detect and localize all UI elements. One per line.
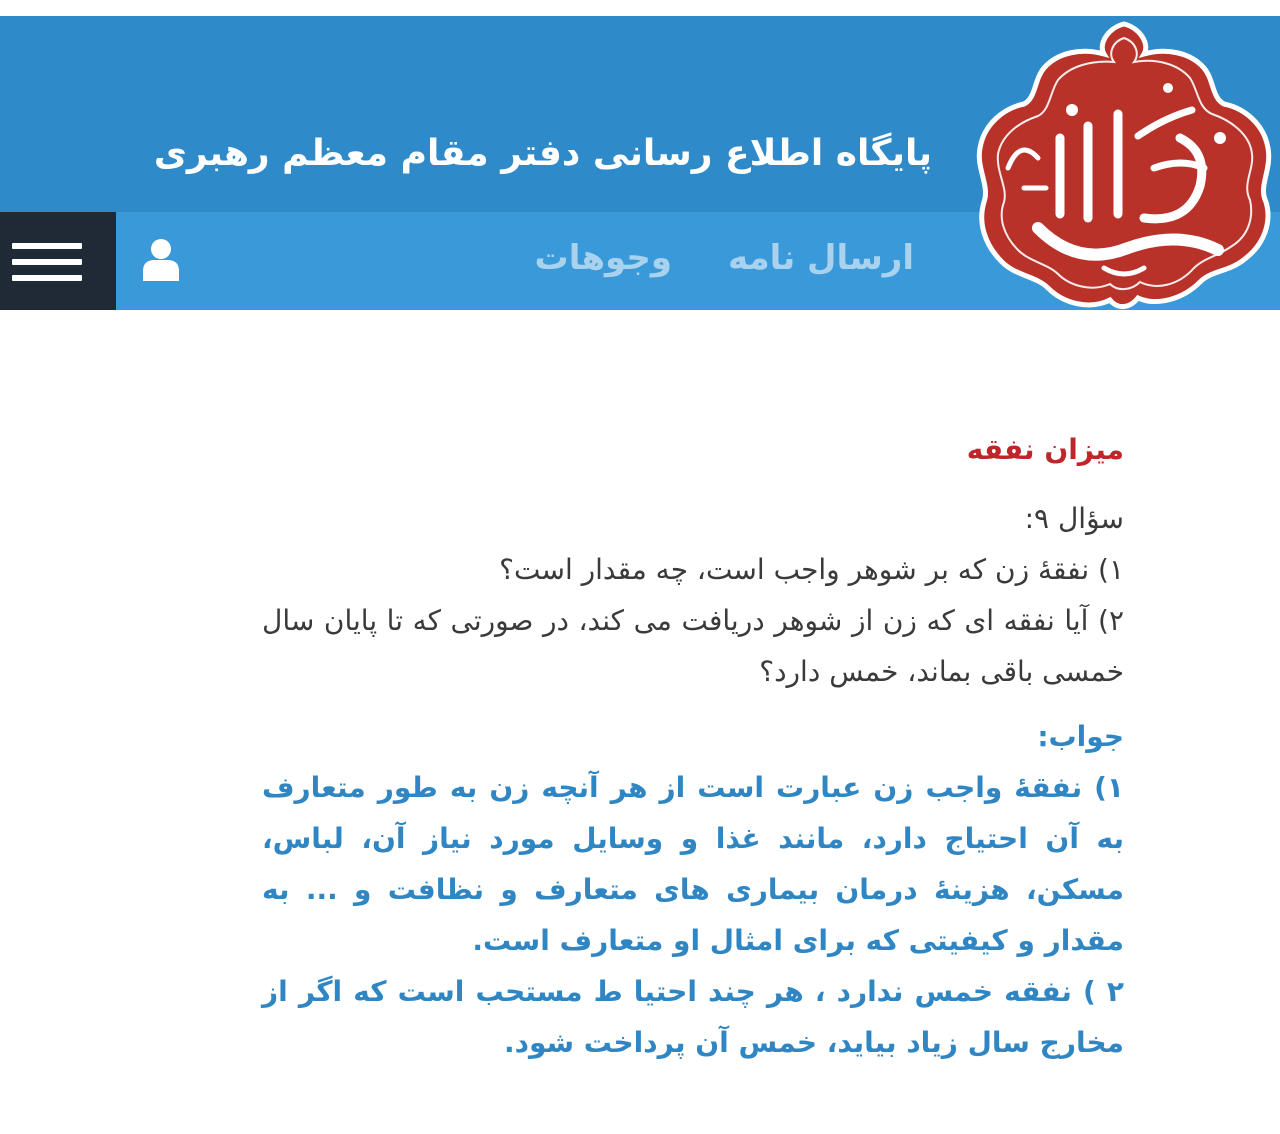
user-icon[interactable] — [141, 237, 181, 281]
answer-1: ۱) نفقۀ واجب زن عبارت است از هر آنچه زن به طور متعارف به آن احتیاج دارد، مانند غذا و وسایل مورد نیاز آن، لباس، مسکن، هزینۀ درمان بیماری های متعارف و نظافت و ... به مقدار و کیفیتی که برای امثال او متعارف است. — [262, 771, 1124, 957]
hamburger-icon-bar — [12, 243, 82, 249]
answer-block — [262, 711, 1124, 1068]
nav-send-letter[interactable]: ارسال نامه — [728, 238, 914, 278]
article-title: میزان نفقه — [966, 433, 1124, 466]
hamburger-icon-bar — [12, 275, 82, 281]
site-title[interactable]: پایگاه اطلاع رسانی دفتر مقام معظم رهبری — [153, 133, 932, 174]
question-1: ۱) نفقۀ زن که بر شوهر واجب است، چه مقدار است؟ — [499, 553, 1124, 586]
user-icon-glyph — [141, 237, 181, 281]
calligraphy-seal-icon — [968, 18, 1280, 314]
leader-seal-logo[interactable] — [968, 18, 1280, 314]
question-2: ۲) آیا نفقه ای که زن از شوهر دریافت می کند، در صورتی که تا پایان سال خمسی باقی بماند، خمس دارد؟ — [262, 604, 1124, 688]
answer-label: جواب: — [1037, 720, 1124, 753]
question-block — [262, 493, 1124, 697]
nav-religious-funds[interactable]: وجوهات — [534, 238, 672, 278]
question-label: سؤال ۹: — [1024, 502, 1124, 535]
hamburger-menu-button[interactable] — [0, 212, 116, 310]
answer-2: ۲ ) نفقه خمس ندارد ، هر چند احتیا ط مستحب است که اگر از مخارج سال زیاد بیاید، خمس آن پرداخت شود. — [262, 975, 1124, 1059]
top-strip — [0, 0, 1280, 16]
hamburger-icon-bar — [12, 259, 82, 265]
